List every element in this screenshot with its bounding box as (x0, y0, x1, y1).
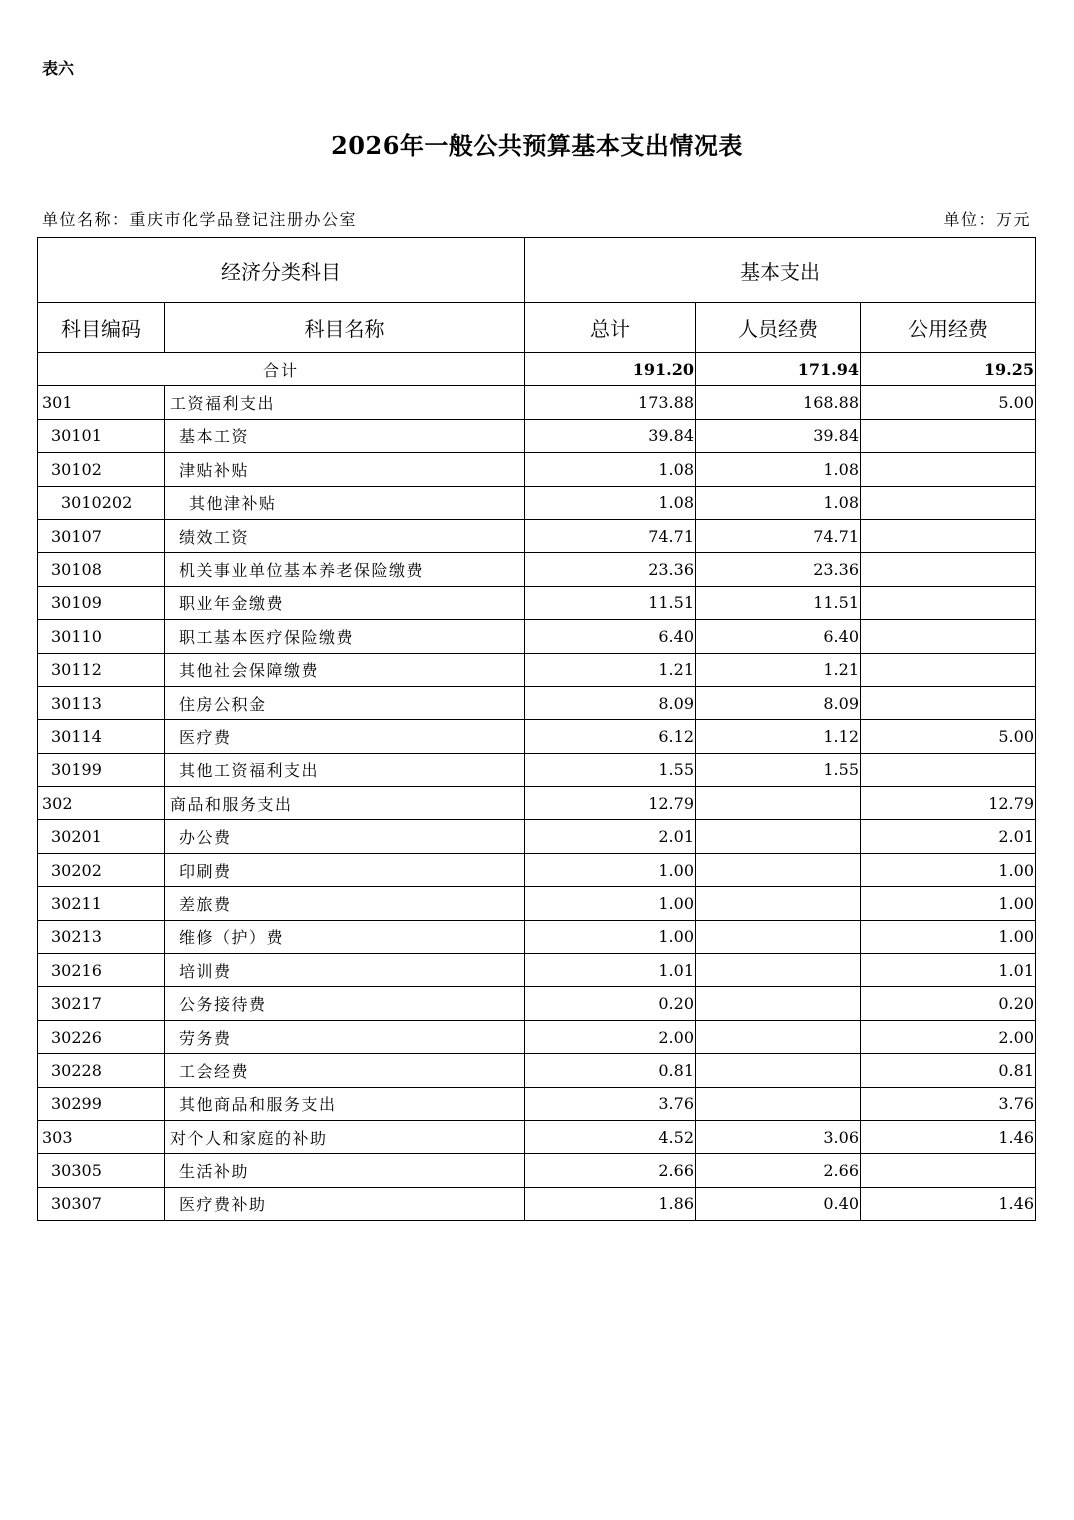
table-row (38, 920, 1036, 953)
row-public (861, 753, 1036, 786)
row-name: 工资福利支出 (165, 386, 525, 419)
row-name: 机关事业单位基本养老保险缴费 (165, 553, 525, 586)
budget-table (37, 237, 1036, 1221)
row-name: 公务接待费 (165, 987, 525, 1020)
row-public: 12.79 (861, 787, 1036, 820)
row-total: 8.09 (525, 686, 696, 719)
row-personnel: 1.21 (696, 653, 861, 686)
row-code: 30102 (38, 453, 165, 486)
row-public: 0.20 (861, 987, 1036, 1020)
table-row (38, 1087, 1036, 1120)
row-public (861, 1154, 1036, 1187)
row-name: 其他津补贴 (165, 486, 525, 519)
row-public (861, 519, 1036, 552)
row-personnel: 1.08 (696, 453, 861, 486)
row-public: 2.01 (861, 820, 1036, 853)
row-total: 2.66 (525, 1154, 696, 1187)
row-name: 对个人和家庭的补助 (165, 1120, 525, 1153)
row-public (861, 686, 1036, 719)
row-personnel (696, 1054, 861, 1087)
table-row (38, 419, 1036, 452)
table-row (38, 620, 1036, 653)
row-name: 劳务费 (165, 1020, 525, 1053)
table-row (38, 686, 1036, 719)
row-total: 23.36 (525, 553, 696, 586)
row-personnel: 8.09 (696, 686, 861, 719)
row-code: 30307 (38, 1187, 165, 1220)
row-personnel (696, 853, 861, 886)
table-row (38, 1020, 1036, 1053)
header-row-sub (38, 303, 1036, 353)
row-public (861, 419, 1036, 452)
row-personnel: 23.36 (696, 553, 861, 586)
row-total: 74.71 (525, 519, 696, 552)
row-public (861, 586, 1036, 619)
row-name: 办公费 (165, 820, 525, 853)
row-total: 2.01 (525, 820, 696, 853)
row-total: 3.76 (525, 1087, 696, 1120)
row-name: 其他社会保障缴费 (165, 653, 525, 686)
header-row-top (38, 238, 1036, 303)
row-total: 1.55 (525, 753, 696, 786)
table-row (38, 720, 1036, 753)
row-personnel: 39.84 (696, 419, 861, 452)
table-row (38, 753, 1036, 786)
row-code: 30201 (38, 820, 165, 853)
row-code: 301 (38, 386, 165, 419)
row-personnel (696, 1020, 861, 1053)
row-code: 30114 (38, 720, 165, 753)
row-name: 其他商品和服务支出 (165, 1087, 525, 1120)
table-row (38, 1120, 1036, 1153)
row-name: 培训费 (165, 954, 525, 987)
total-cell-total: 191.20 (525, 353, 696, 386)
row-total: 2.00 (525, 1020, 696, 1053)
page-title: 2026年一般公共预算基本支出情况表 (331, 131, 743, 160)
row-total: 1.21 (525, 653, 696, 686)
row-personnel: 0.40 (696, 1187, 861, 1220)
row-personnel (696, 820, 861, 853)
row-code: 30110 (38, 620, 165, 653)
row-total: 173.88 (525, 386, 696, 419)
row-total: 1.08 (525, 453, 696, 486)
header-econ-class: 经济分类科目 (38, 238, 525, 303)
row-public: 2.00 (861, 1020, 1036, 1053)
table-row (38, 486, 1036, 519)
header-personnel: 人员经费 (696, 303, 861, 353)
row-code: 30226 (38, 1020, 165, 1053)
row-personnel (696, 787, 861, 820)
row-total: 4.52 (525, 1120, 696, 1153)
row-code: 3010202 (38, 486, 165, 519)
row-public (861, 620, 1036, 653)
row-personnel (696, 987, 861, 1020)
row-total: 1.86 (525, 1187, 696, 1220)
row-total: 1.08 (525, 486, 696, 519)
row-public: 3.76 (861, 1087, 1036, 1120)
row-public: 1.00 (861, 920, 1036, 953)
row-personnel (696, 920, 861, 953)
row-name: 医疗费 (165, 720, 525, 753)
total-cell-public: 19.25 (861, 353, 1036, 386)
table-row (38, 987, 1036, 1020)
row-code: 30299 (38, 1087, 165, 1120)
table-row (38, 853, 1036, 886)
table-row (38, 653, 1036, 686)
table-row (38, 519, 1036, 552)
row-name: 津贴补贴 (165, 453, 525, 486)
row-code: 30109 (38, 586, 165, 619)
row-public: 1.00 (861, 853, 1036, 886)
table-row (38, 954, 1036, 987)
row-personnel: 2.66 (696, 1154, 861, 1187)
row-name: 职业年金缴费 (165, 586, 525, 619)
row-code: 30211 (38, 887, 165, 920)
row-name: 商品和服务支出 (165, 787, 525, 820)
unit-name-label: 单位名称：重庆市化学品登记注册办公室 (42, 210, 358, 229)
row-total: 0.81 (525, 1054, 696, 1087)
row-code: 30216 (38, 954, 165, 987)
row-code: 30305 (38, 1154, 165, 1187)
table-row (38, 787, 1036, 820)
header-public: 公用经费 (861, 303, 1036, 353)
row-personnel: 11.51 (696, 586, 861, 619)
row-name: 职工基本医疗保险缴费 (165, 620, 525, 653)
row-code: 30217 (38, 987, 165, 1020)
row-name: 差旅费 (165, 887, 525, 920)
row-code: 30199 (38, 753, 165, 786)
row-public: 5.00 (861, 386, 1036, 419)
currency-unit-label: 单位：万元 (943, 210, 1031, 229)
row-name: 印刷费 (165, 853, 525, 886)
row-public: 1.46 (861, 1187, 1036, 1220)
row-total: 1.00 (525, 853, 696, 886)
header-code: 科目编码 (38, 303, 165, 353)
total-cell-personnel: 171.94 (696, 353, 861, 386)
row-code: 30107 (38, 519, 165, 552)
row-personnel: 1.55 (696, 753, 861, 786)
row-personnel: 1.08 (696, 486, 861, 519)
row-total: 11.51 (525, 586, 696, 619)
row-public: 1.01 (861, 954, 1036, 987)
row-public (861, 553, 1036, 586)
row-code: 30108 (38, 553, 165, 586)
row-public (861, 453, 1036, 486)
row-code: 30213 (38, 920, 165, 953)
row-code: 30112 (38, 653, 165, 686)
row-total: 0.20 (525, 987, 696, 1020)
row-name: 工会经费 (165, 1054, 525, 1087)
header-basic-expenditure: 基本支出 (525, 238, 1036, 303)
row-name: 基本工资 (165, 419, 525, 452)
row-total: 6.12 (525, 720, 696, 753)
row-name: 医疗费补助 (165, 1187, 525, 1220)
row-personnel: 6.40 (696, 620, 861, 653)
total-row (38, 353, 1036, 386)
row-personnel (696, 954, 861, 987)
row-name: 维修（护）费 (165, 920, 525, 953)
row-personnel: 3.06 (696, 1120, 861, 1153)
row-name: 生活补助 (165, 1154, 525, 1187)
row-public: 0.81 (861, 1054, 1036, 1087)
row-name: 住房公积金 (165, 686, 525, 719)
table-row (38, 1187, 1036, 1220)
row-public: 5.00 (861, 720, 1036, 753)
row-code: 303 (38, 1120, 165, 1153)
table-row (38, 1154, 1036, 1187)
table-row (38, 1054, 1036, 1087)
table-row (38, 553, 1036, 586)
row-personnel: 74.71 (696, 519, 861, 552)
row-public (861, 486, 1036, 519)
total-label: 合计 (38, 353, 525, 386)
row-total: 1.00 (525, 887, 696, 920)
row-code: 30101 (38, 419, 165, 452)
row-personnel (696, 1087, 861, 1120)
row-public (861, 653, 1036, 686)
row-code: 302 (38, 787, 165, 820)
row-public: 1.00 (861, 887, 1036, 920)
row-personnel: 168.88 (696, 386, 861, 419)
table-row (38, 820, 1036, 853)
row-name: 绩效工资 (165, 519, 525, 552)
row-total: 1.01 (525, 954, 696, 987)
table-number-label: 表六 (42, 59, 75, 78)
row-total: 1.00 (525, 920, 696, 953)
row-total: 6.40 (525, 620, 696, 653)
table-row (38, 453, 1036, 486)
row-total: 12.79 (525, 787, 696, 820)
row-public: 1.46 (861, 1120, 1036, 1153)
header-total: 总计 (525, 303, 696, 353)
header-name: 科目名称 (165, 303, 525, 353)
table-row (38, 586, 1036, 619)
row-total: 39.84 (525, 419, 696, 452)
table-row (38, 887, 1036, 920)
row-code: 30202 (38, 853, 165, 886)
row-code: 30113 (38, 686, 165, 719)
row-personnel: 1.12 (696, 720, 861, 753)
row-name: 其他工资福利支出 (165, 753, 525, 786)
row-code: 30228 (38, 1054, 165, 1087)
table-row (38, 386, 1036, 419)
row-personnel (696, 887, 861, 920)
